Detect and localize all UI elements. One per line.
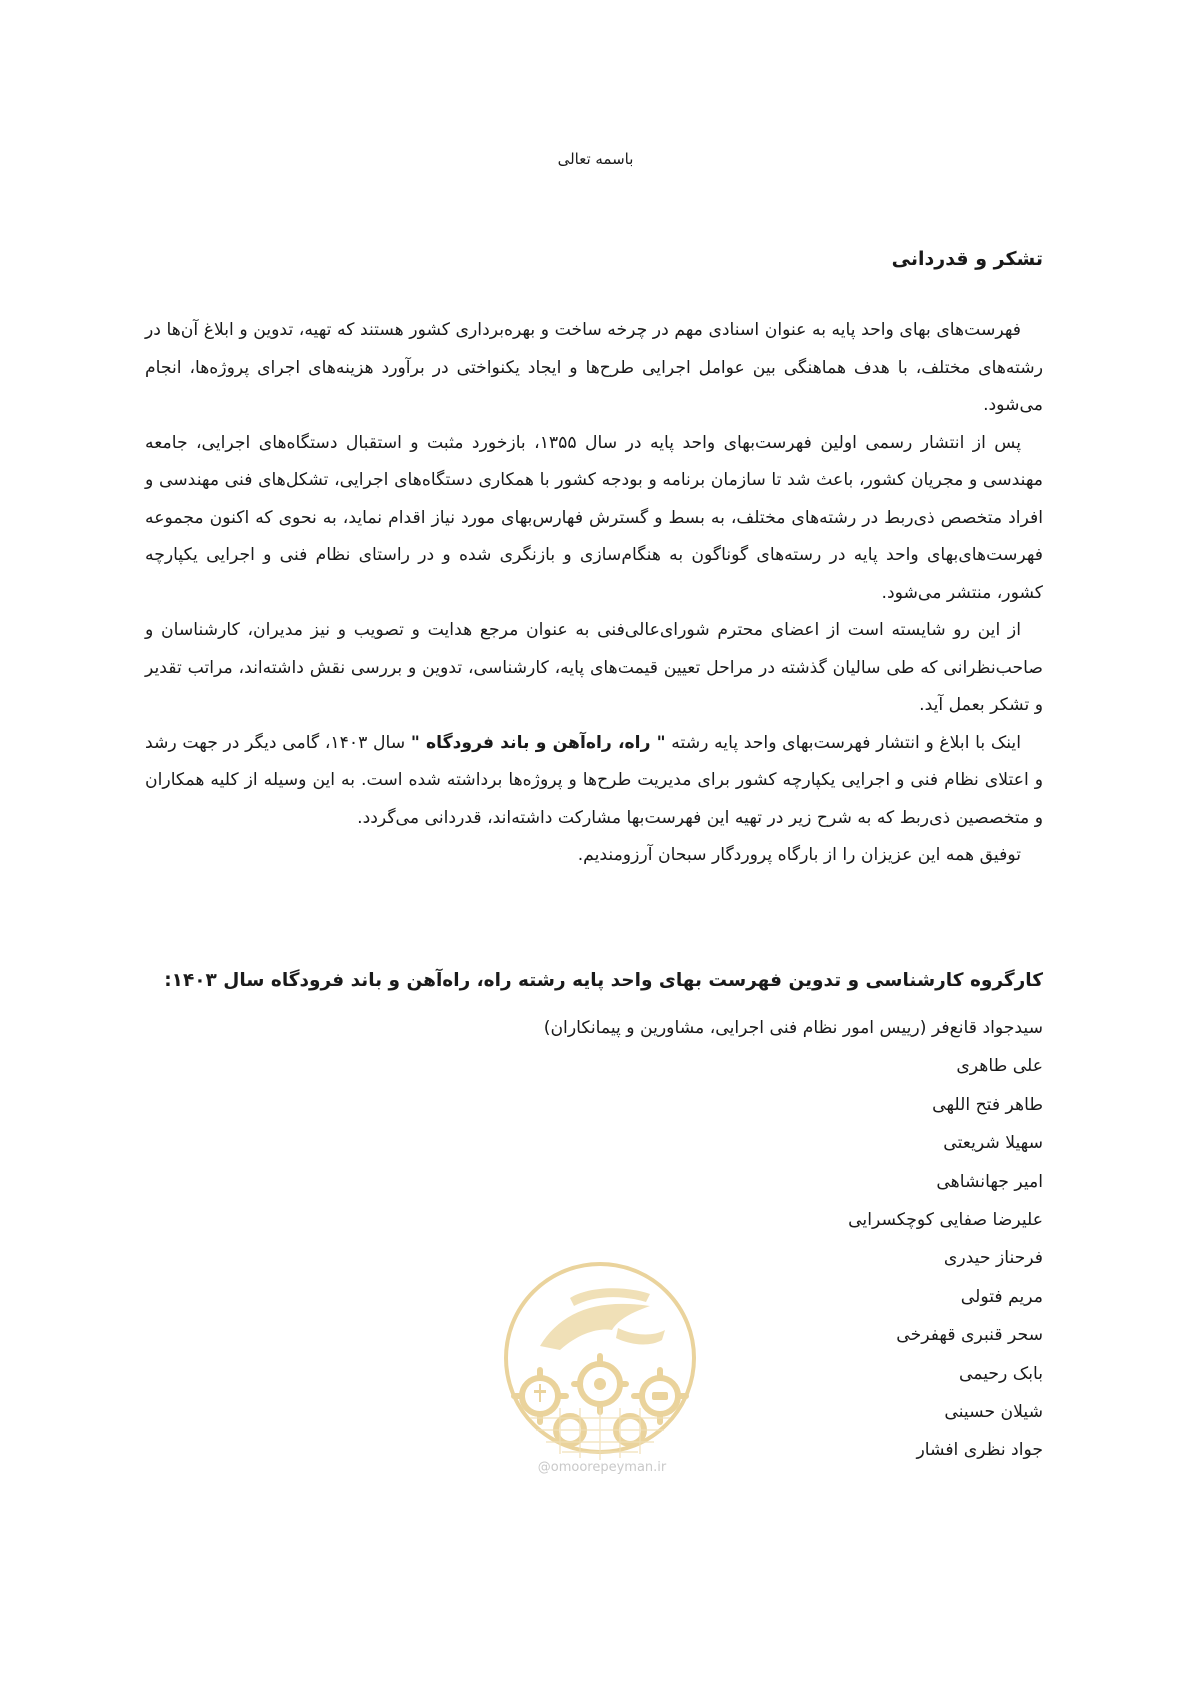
paragraph-5: توفیق همه این عزیزان را از بارگاه پروردگار سبحان آرزومندیم. (577, 845, 1021, 865)
list-item: سیدجواد قانع‌فر (رییس امور نظام فنی اجرایی، مشاورین و پیمانکاران) (543, 1018, 1043, 1038)
acknowledgement-title: تشکر و قدردانی (891, 248, 1043, 270)
discipline-name: " راه، راه‌آهن و باند فرودگاه " (410, 732, 666, 753)
list-item: فرحناز حیدری (943, 1248, 1043, 1269)
list-item: شیلان حسینی (944, 1402, 1043, 1423)
list-item: طاهر فتح اللهی (932, 1094, 1043, 1115)
watermark-logo-icon (500, 1258, 700, 1468)
list-item: جواد نظری افشار (916, 1440, 1043, 1461)
list-item: علی طاهری (956, 1056, 1043, 1077)
list-item: سهیلا شریعتی (943, 1133, 1043, 1154)
list-item: مریم فتولی (960, 1286, 1043, 1307)
list-item: علیرضا صفایی کوچکسرایی (848, 1210, 1043, 1231)
list-item: امیر جهانشاهی (936, 1171, 1043, 1192)
list-item: سحر قنبری قهفرخی (896, 1325, 1043, 1346)
paragraph-4 (145, 725, 1043, 838)
paragraph-2: پس از انتشار رسمی اولین فهرست‌بهای واحد پایه در سال ۱۳۵۵، بازخورد مثبت و استقبال دستگاه‌های اجرایی، جامعه مهندسی و مجریان کشور، باعث شد تا سازمان برنامه و بودجه کشور با همکاری دستگاه‌های اجرایی، تشکل‌های فنی مهندسی و افراد متخصص ذی‌ربط در رشته‌های مختلف، به بسط و گسترش فهارس‌بهای مورد نیاز اقدام نماید، به نحوی که اکنون مجموعه فهرست‌های‌بهای واحد پایه در رسته‌های گوناگون به هنگام‌سازی و بازنگری شده و در راستای نظام فنی و اجرایی یکپارچه کشور، منتشر می‌شود. (145, 432, 1043, 603)
paragraph-3: از این رو شایسته است از اعضای محترم شورای‌عالی‌فنی به عنوان مرجع هدایت و تصویب و نیز مدیران، کارشناسان و صاحب‌نظرانی که طی سالیان گذشته در مراحل تعیین قیمت‌های پایه، کارشناسی، تدوین و بررسی نقش داشته‌اند، مراتب تقدیر و تشکر بعمل آید. (145, 620, 1043, 715)
paragraph-1: فهرست‌های بهای واحد پایه به عنوان اسنادی مهم در چرخه ساخت و بهره‌برداری کشور هستند که تهیه، تدوین و ابلاغ آن‌ها در رشته‌های مختلف، با هدف هماهنگی بین عوامل اجرایی طرح‌ها و ایجاد یکنواختی در برآورد هزینه‌های اجرای پروژه‌ها، انجام می‌شود. (145, 320, 1043, 415)
paragraph-4-start: اینک با ابلاغ و انتشار فهرست‌بهای واحد پایه رشته (665, 732, 1021, 753)
paragraph-4-end: سال ۱۴۰۳، گامی دیگر در جهت رشد و اعتلای نظام فنی و اجرایی یکپارچه کشور برای مدیریت طرح‌ها و پروژه‌ها برداشته شده است. به این وسیله از کلیه همکاران و متخصصین ذی‌ربط که به شرح زیر در تهیه این فهرست‌بها مشارکت داشته‌اند، قدردانی می‌گردد. (145, 732, 1043, 828)
acknowledgement-body (145, 312, 1043, 875)
list-item: بابک رحیمی (958, 1363, 1043, 1384)
invocation-header: باسمه تعالی (557, 150, 634, 168)
team-title: کارگروه کارشناسی و تدوین فهرست بهای واحد پایه رشته راه، راه‌آهن و باند فرودگاه سال ۱۴۰۳: (164, 970, 1043, 991)
watermark-url: @omoorepeyman.ir (537, 1460, 667, 1475)
